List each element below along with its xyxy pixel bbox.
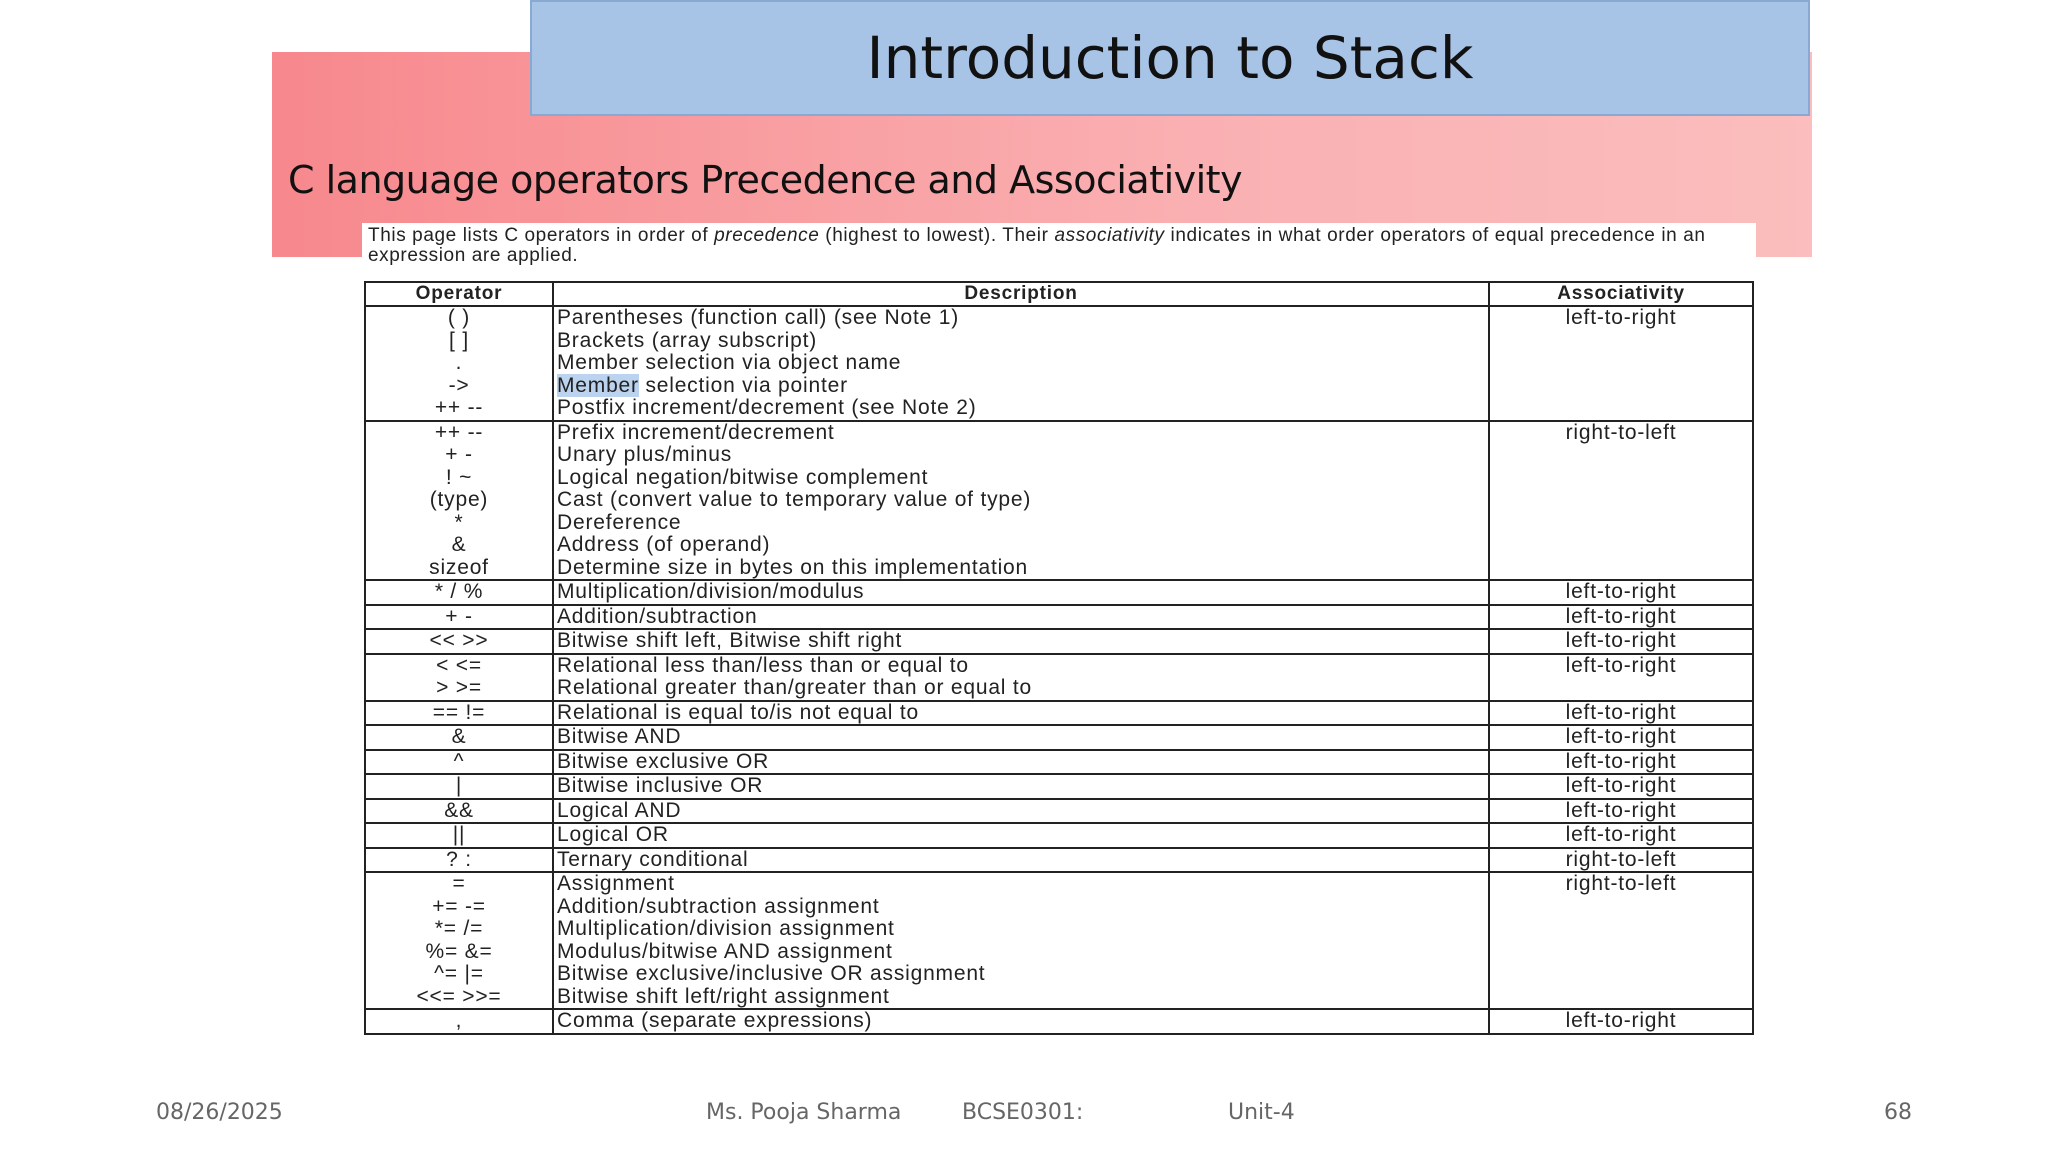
table-row	[365, 1009, 1753, 1034]
operator-symbol: * / %	[434, 580, 484, 603]
operator-description: Assignment	[557, 872, 675, 895]
operator-symbol: > >=	[436, 676, 482, 699]
operator-description: Multiplication/division assignment	[557, 917, 895, 940]
operator-symbol: ||	[452, 823, 466, 846]
intro-text: This page lists C operators in order of precedence (highest to lowest). Their associativity indicates in what order operators of equal precedence in an expression are applied.	[368, 225, 1706, 266]
operator-description: Member selection via pointer	[557, 373, 848, 397]
operator-description: Cast (convert value to temporary value of type)	[557, 488, 1032, 511]
operator-description: Ternary conditional	[557, 847, 749, 871]
footer-unit: Unit-4	[1228, 1100, 1295, 1125]
operator-cell	[365, 848, 553, 873]
operator-symbol: ! ~	[445, 465, 473, 489]
operator-description: Modulus/bitwise AND assignment	[557, 939, 893, 963]
operator-symbol: (type)	[429, 488, 489, 511]
operator-symbol: =	[452, 872, 466, 895]
footer-course: BCSE0301:	[962, 1100, 1084, 1125]
table-row	[365, 823, 1753, 848]
operator-description: Unary plus/minus	[557, 443, 733, 466]
operator-description: Logical AND	[557, 798, 682, 822]
operator-symbol: *= /=	[434, 917, 484, 940]
table-body	[365, 306, 1753, 1034]
description-cell	[553, 580, 1489, 605]
description-cell	[553, 872, 1489, 1009]
table-row	[365, 872, 1753, 1009]
operator-symbol: + -	[445, 604, 473, 628]
table-row	[365, 799, 1753, 824]
operator-symbol: ++ --	[434, 396, 484, 419]
operator-symbol: << >>	[429, 629, 489, 652]
title-box	[530, 0, 1810, 116]
page-number: 68	[1884, 1100, 1912, 1125]
operator-document	[362, 223, 1756, 1083]
operator-description: Bitwise shift left, Bitwise shift right	[557, 629, 903, 652]
operator-symbol: + -	[445, 443, 473, 466]
operator-cell	[365, 654, 553, 701]
operator-description: Bitwise AND	[557, 725, 682, 748]
associativity-cell: left-to-right	[1489, 629, 1753, 654]
associativity-cell: left-to-right	[1489, 750, 1753, 775]
associativity-cell: left-to-right	[1489, 725, 1753, 750]
operator-description: Addition/subtraction	[557, 604, 758, 628]
operator-description: Addition/subtraction assignment	[557, 894, 880, 918]
operator-description: Bitwise exclusive/inclusive OR assignment	[557, 962, 986, 985]
associativity-cell: left-to-right	[1489, 1009, 1753, 1034]
operator-description: Relational less than/less than or equal to	[557, 653, 969, 677]
description-cell	[553, 605, 1489, 630]
operator-symbol: *	[454, 510, 464, 534]
description-cell	[553, 629, 1489, 654]
associativity-cell: right-to-left	[1489, 848, 1753, 873]
operator-cell	[365, 872, 553, 1009]
operator-cell	[365, 750, 553, 775]
operator-description: Determine size in bytes on this implementation	[557, 555, 1029, 579]
associativity-cell: left-to-right	[1489, 654, 1753, 701]
associativity-cell: left-to-right	[1489, 306, 1753, 421]
operator-description: Relational is equal to/is not equal to	[557, 700, 919, 724]
table-row	[365, 421, 1753, 581]
operator-symbol: %= &=	[425, 939, 493, 963]
description-header: Description	[553, 282, 1489, 306]
operator-description: Logical OR	[557, 823, 669, 846]
slide-subtitle: C language operators Precedence and Associativity	[288, 158, 1243, 202]
table-row	[365, 725, 1753, 750]
table-row	[365, 774, 1753, 799]
description-cell	[553, 774, 1489, 799]
slide-title: Introduction to Stack	[866, 24, 1474, 92]
operator-symbol: ++ --	[434, 420, 484, 444]
operator-symbol: .	[455, 351, 463, 374]
associativity-cell: left-to-right	[1489, 799, 1753, 824]
operator-cell	[365, 774, 553, 799]
description-cell	[553, 701, 1489, 726]
operator-description: Member selection via object name	[557, 351, 902, 374]
table-row	[365, 306, 1753, 421]
associativity-cell: left-to-right	[1489, 701, 1753, 726]
footer-author: Ms. Pooja Sharma	[706, 1100, 902, 1125]
associativity-cell: left-to-right	[1489, 774, 1753, 799]
footer-date: 08/26/2025	[156, 1100, 283, 1125]
operator-description: Comma (separate expressions)	[557, 1009, 873, 1032]
operator-description: Prefix increment/decrement	[557, 420, 835, 444]
operator-cell	[365, 1009, 553, 1034]
description-cell	[553, 306, 1489, 421]
operator-symbol: < <=	[436, 653, 482, 677]
operator-description: Bitwise inclusive OR	[557, 774, 764, 797]
operator-header: Operator	[365, 282, 553, 306]
associativity-cell: right-to-left	[1489, 872, 1753, 1009]
operator-symbol: [ ]	[449, 328, 469, 352]
operator-cell	[365, 629, 553, 654]
table-row	[365, 848, 1753, 873]
operator-description: Address (of operand)	[557, 533, 771, 556]
text-selection-highlight: Member	[557, 373, 639, 397]
associativity-cell: left-to-right	[1489, 580, 1753, 605]
table-row	[365, 580, 1753, 605]
description-cell	[553, 725, 1489, 750]
description-cell	[553, 799, 1489, 824]
operator-description: Brackets (array subscript)	[557, 328, 818, 352]
operator-symbol: &	[451, 725, 467, 748]
operator-symbol: ? :	[446, 847, 472, 871]
operator-description: Logical negation/bitwise complement	[557, 465, 929, 489]
description-cell	[553, 848, 1489, 873]
associativity-cell: left-to-right	[1489, 823, 1753, 848]
operator-cell	[365, 605, 553, 630]
operator-symbol: &	[451, 533, 467, 556]
operator-symbol: ->	[448, 373, 470, 397]
operator-description: Bitwise shift left/right assignment	[557, 984, 890, 1008]
operator-cell	[365, 701, 553, 726]
operator-symbol: ^= |=	[434, 962, 484, 985]
operator-description: Relational greater than/greater than or equal to	[557, 676, 1033, 699]
operator-description: Dereference	[557, 510, 682, 534]
operator-description: Multiplication/division/modulus	[557, 580, 865, 603]
operator-symbol: &&	[444, 798, 474, 822]
operator-symbol: ^	[453, 749, 465, 773]
table-row	[365, 701, 1753, 726]
description-cell	[553, 1009, 1489, 1034]
operator-cell	[365, 725, 553, 750]
operator-symbol: <<= >>=	[416, 984, 502, 1008]
table-row	[365, 629, 1753, 654]
operator-cell	[365, 421, 553, 581]
operator-cell	[365, 306, 553, 421]
operator-cell	[365, 580, 553, 605]
table-row	[365, 750, 1753, 775]
description-cell	[553, 421, 1489, 581]
operator-description: Postfix increment/decrement (see Note 2)	[557, 396, 977, 419]
description-cell	[553, 654, 1489, 701]
operator-symbol: sizeof	[429, 555, 489, 579]
table-header-row	[365, 282, 1753, 306]
associativity-cell: left-to-right	[1489, 605, 1753, 630]
operator-description: Bitwise exclusive OR	[557, 749, 770, 773]
operator-cell	[365, 823, 553, 848]
description-cell	[553, 750, 1489, 775]
associativity-cell: right-to-left	[1489, 421, 1753, 581]
operator-symbol: ,	[455, 1009, 463, 1032]
operator-symbol: |	[455, 774, 463, 797]
operator-cell	[365, 799, 553, 824]
operator-table	[364, 281, 1754, 1035]
operator-symbol: += -=	[432, 894, 486, 918]
table-row	[365, 654, 1753, 701]
associativity-header: Associativity	[1489, 282, 1753, 306]
description-cell	[553, 823, 1489, 848]
operator-symbol: == !=	[432, 700, 486, 724]
table-row	[365, 605, 1753, 630]
operator-symbol: ( )	[447, 306, 471, 329]
operator-description: Parentheses (function call) (see Note 1)	[557, 306, 960, 329]
